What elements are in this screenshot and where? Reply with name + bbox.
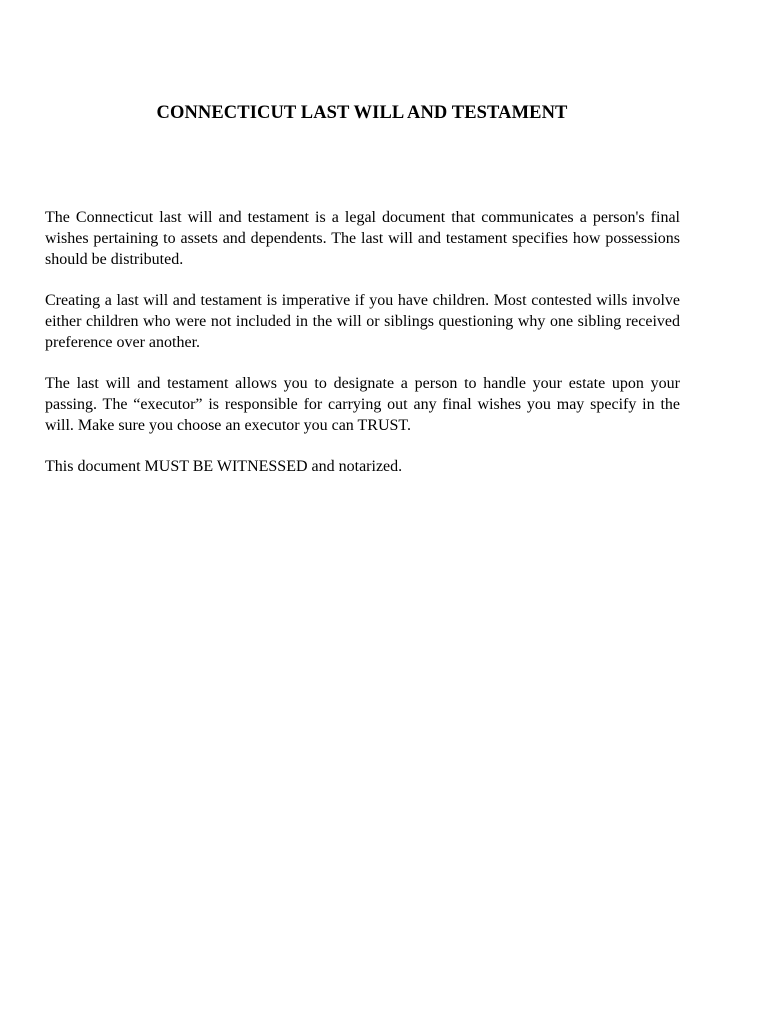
paragraph-children: Creating a last will and testament is imperative if you have children. Most contested wills involve either children who were not included in the will or siblings questioning why one sibling received preference over another. — [45, 292, 680, 351]
document-body — [45, 207, 680, 497]
paragraph-witness-notice: This document MUST BE WITNESSED and notarized. — [45, 458, 403, 475]
paragraph-intro: The Connecticut last will and testament is a legal document that communicates a person's final wishes pertaining to assets and dependents. The last will and testament specifies how possessions should be distributed. — [45, 209, 680, 268]
paragraph-executor: The last will and testament allows you to designate a person to handle your estate upon your passing. The “executor” is responsible for carrying out any final wishes you may specify in the will. Make sure you choose an executor you can TRUST. — [45, 375, 680, 434]
document-title: CONNECTICUT LAST WILL AND TESTAMENT — [156, 103, 568, 123]
